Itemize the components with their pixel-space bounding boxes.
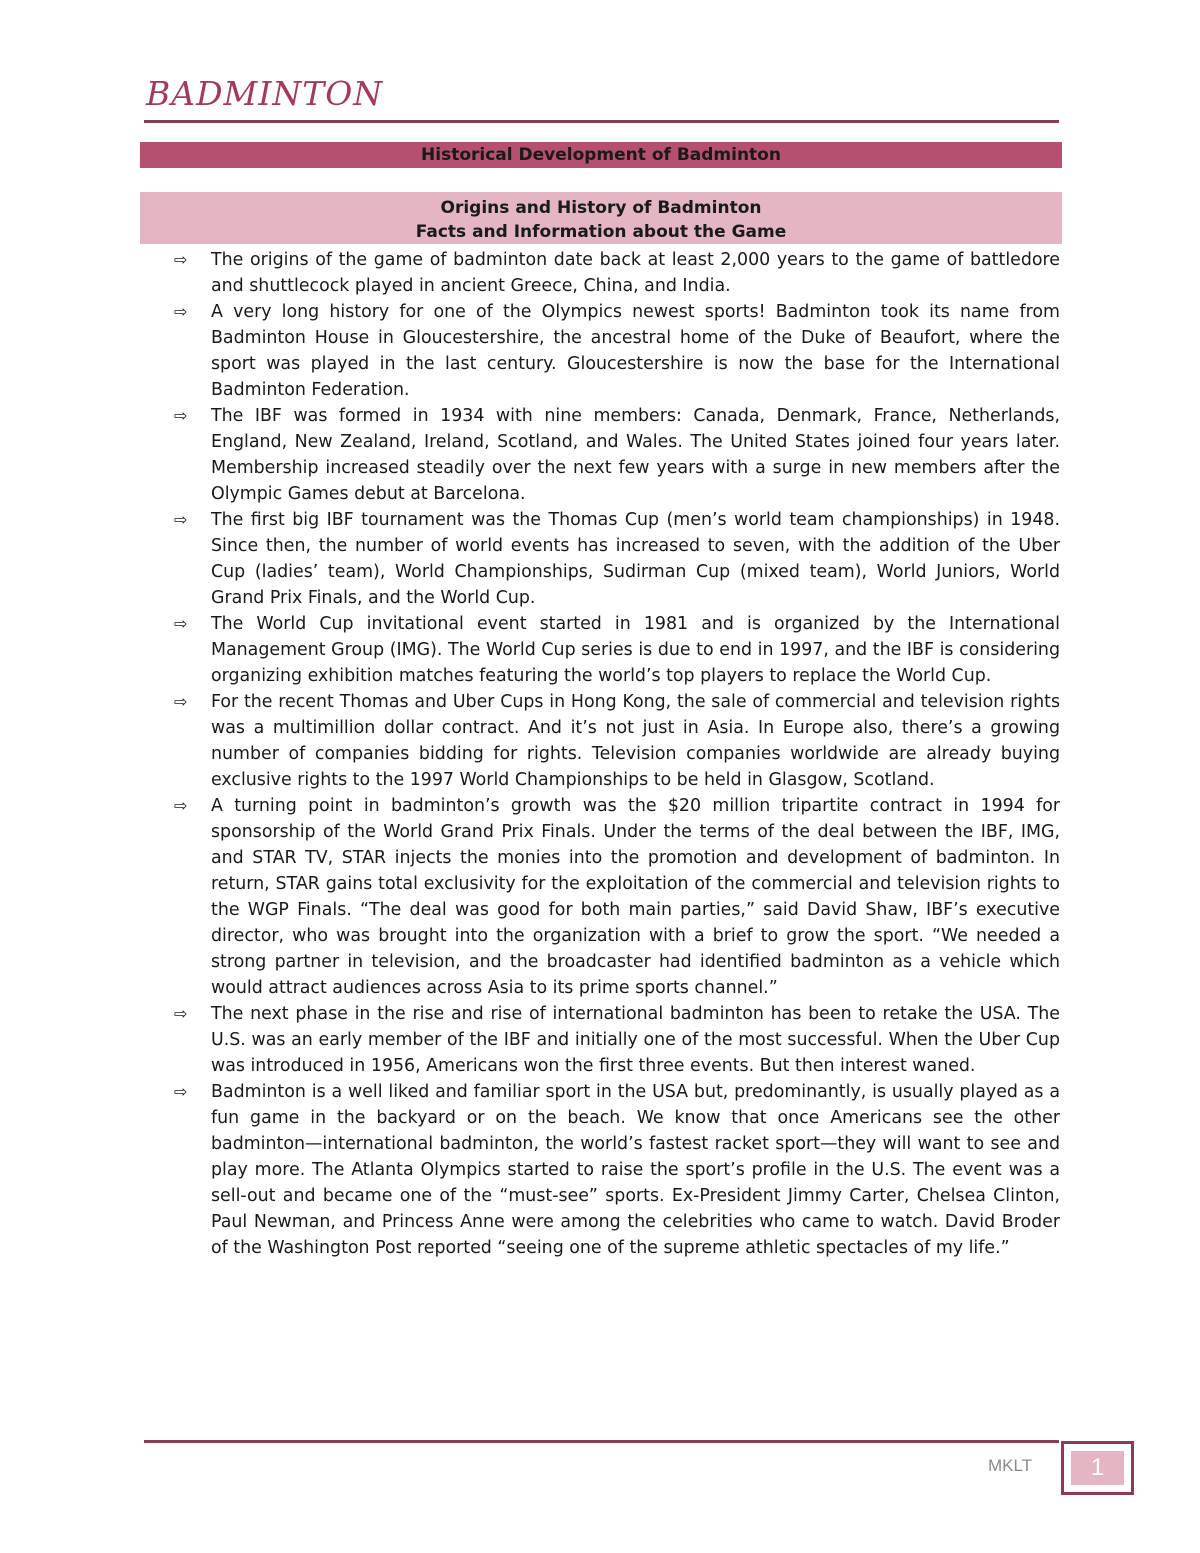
- list-item-text: The first big IBF tournament was the Thomas Cup (men’s world team championships) in 1948. Since then, the number of world events has increased to seven, with the addition of the Uber Cup (ladies’ team), World Championships, Sudirman Cup (mixed team), World Juniors, World Grand Prix Finals, and the World Cup.: [211, 510, 1060, 608]
- list-item: [172, 299, 1060, 403]
- list-item: [172, 1001, 1060, 1079]
- right-arrow-icon: ⇨: [174, 510, 188, 529]
- list-item-text: The World Cup invitational event started in 1981 and is organized by the International Management Group (IMG). The World Cup series is due to end in 1997, and the IBF is considering organizing exhibition matches featuring the world’s top players to replace the World Cup.: [211, 614, 1060, 686]
- subsection-title-line-1: Origins and History of Badminton: [440, 198, 762, 218]
- list-item-text: The next phase in the rise and rise of international badminton has been to retake the USA. The U.S. was an early member of the IBF and initially one of the most successful. When the Uber Cup was introduced in 1956, Americans won the first three events. But then interest waned.: [211, 1004, 1060, 1076]
- footer-author: MKLT: [988, 1456, 1033, 1475]
- page-number-box: [1061, 1441, 1134, 1495]
- page-number: 1: [1071, 1451, 1124, 1485]
- list-item: [172, 793, 1060, 1001]
- list-item: [172, 689, 1060, 793]
- list-item: [172, 1079, 1060, 1261]
- list-item-text: Badminton is a well liked and familiar sport in the USA but, predominantly, is usually played as a fun game in the backyard or on the beach. We know that once Americans see the other badminton—international badminton, the world’s fastest racket sport—they will want to see and play more. The Atlanta Olympics started to raise the sport’s profile in the U.S. The event was a sell-out and became one of the “must-see” sports. Ex-President Jimmy Carter, Chelsea Clinton, Paul Newman, and Princess Anne were among the celebrities who came to watch. David Broder of the Washington Post reported “seeing one of the supreme athletic spectacles of my life.”: [211, 1082, 1060, 1258]
- right-arrow-icon: ⇨: [174, 406, 188, 425]
- bullet-list: [172, 247, 1060, 1261]
- footer-divider: [144, 1440, 1059, 1443]
- header-divider: [144, 120, 1059, 123]
- right-arrow-icon: ⇨: [174, 796, 188, 815]
- right-arrow-icon: ⇨: [174, 302, 188, 321]
- list-item: [172, 611, 1060, 689]
- subsection-title-line-2: Facts and Information about the Game: [415, 222, 787, 242]
- right-arrow-icon: ⇨: [174, 250, 188, 269]
- list-item-text: A turning point in badminton’s growth was the $20 million tripartite contract in 1994 for sponsorship of the World Grand Prix Finals. Under the terms of the deal between the IBF, IMG, and STAR TV, STAR injects the monies into the promotion and development of badminton. In return, STAR gains total exclusivity for the exploitation of the commercial and television rights to the WGP Finals. “The deal was good for both main parties,” said David Shaw, IBF’s executive director, who was brought into the organization with a brief to grow the sport. “We needed a strong partner in television, and the broadcaster had identified badminton as a vehicle which would attract audiences across Asia to its prime sports channel.”: [211, 796, 1060, 998]
- list-item: [172, 247, 1060, 299]
- bullet-list-container: [172, 247, 1060, 1261]
- list-item: [172, 507, 1060, 611]
- list-item-text: The origins of the game of badminton date back at least 2,000 years to the game of battledore and shuttlecock played in ancient Greece, China, and India.: [211, 250, 1060, 296]
- list-item: [172, 403, 1060, 507]
- section-heading: Historical Development of Badminton: [140, 142, 1062, 168]
- right-arrow-icon: ⇨: [174, 614, 188, 633]
- list-item-text: A very long history for one of the Olympics newest sports! Badminton took its name from Badminton House in Gloucestershire, the ancestral home of the Duke of Beaufort, where the sport was played in the last century. Gloucestershire is now the base for the International Badminton Federation.: [211, 302, 1060, 400]
- right-arrow-icon: ⇨: [174, 692, 188, 711]
- list-item-text: For the recent Thomas and Uber Cups in Hong Kong, the sale of commercial and television rights was a multimillion dollar contract. And it’s not just in Asia. In Europe also, there’s a growing number of companies bidding for rights. Television companies worldwide are already buying exclusive rights to the 1997 World Championships to be held in Glasgow, Scotland.: [211, 692, 1060, 790]
- right-arrow-icon: ⇨: [174, 1004, 188, 1023]
- document-title: BADMINTON: [146, 74, 384, 113]
- right-arrow-icon: ⇨: [174, 1082, 188, 1101]
- list-item-text: The IBF was formed in 1934 with nine members: Canada, Denmark, France, Netherlands, England, New Zealand, Ireland, Scotland, and Wales. The United States joined four years later. Membership increased steadily over the next few years with a surge in new members after the Olympic Games debut at Barcelona.: [211, 406, 1060, 504]
- subsection-heading: [140, 192, 1062, 244]
